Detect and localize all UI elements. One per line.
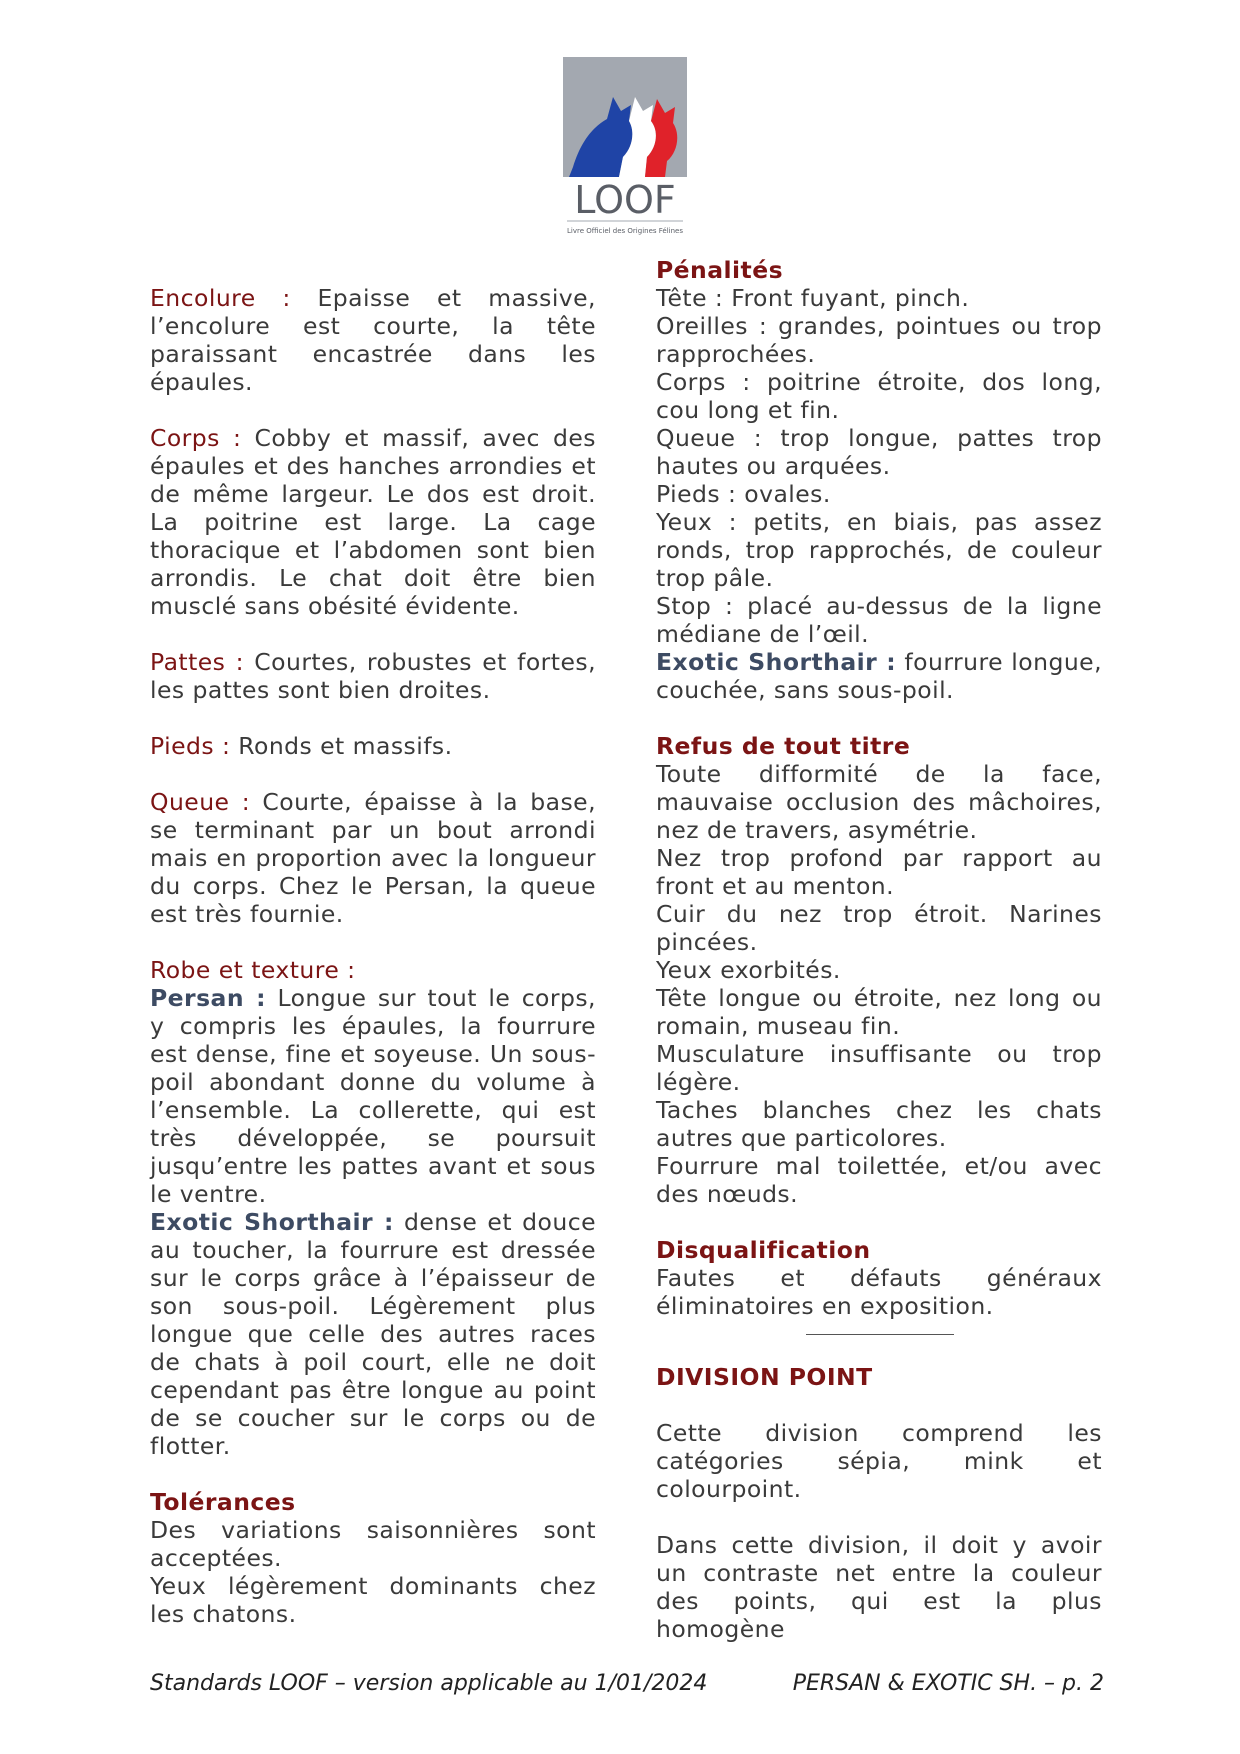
encolure-text: Epaisse et massive, l’encolure est courte, la tête paraissant encastrée dans les épaules. [150, 284, 596, 396]
queue-label: Queue : [150, 788, 251, 816]
refus-heading: Refus de tout titre [656, 732, 911, 760]
penalite-item: Pieds : ovales. [656, 480, 831, 508]
tolerances-heading: Tolérances [150, 1488, 296, 1516]
left-column [150, 284, 596, 1628]
queue-text: Courte, épaisse à la base, se terminant par un bout arrondi mais en proportion avec la longueur du corps. Chez le Persan, la queue est très fournie. [150, 788, 596, 928]
penalite-exotic [656, 648, 1102, 704]
footer-left: Standards LOOF – version applicable au 1/01/2024 [150, 1671, 708, 1696]
pieds-label: Pieds : [150, 732, 231, 760]
encolure-label: Encolure : [150, 284, 291, 312]
disqualification-text: Fautes et défauts généraux éliminatoires en exposition. [656, 1264, 1102, 1320]
refus-item: Musculature insuffisante ou trop légère. [656, 1040, 1102, 1096]
refus-item: Tête longue ou étroite, nez long ou romain, museau fin. [656, 984, 1102, 1040]
corps-label: Corps : [150, 424, 242, 452]
penalite-item: Stop : placé au-dessus de la ligne médiane de l’œil. [656, 592, 1102, 648]
footer-right: PERSAN & EXOTIC SH. – p. 2 [792, 1671, 1104, 1696]
pattes-paragraph [150, 648, 596, 704]
refus-item: Cuir du nez trop étroit. Narines pincées. [656, 900, 1102, 956]
persan-label: Persan : [150, 984, 267, 1012]
penalite-exotic-text: fourrure longue, couchée, sans sous-poil. [656, 648, 1102, 704]
penalite-item: Yeux : petits, en biais, pas assez ronds, trop rapprochés, de couleur trop pâle. [656, 508, 1102, 592]
page-footer [150, 1671, 1104, 1696]
exotic-label: Exotic Shorthair : [150, 1208, 394, 1236]
right-column [656, 256, 1102, 1643]
encolure-paragraph [150, 284, 596, 396]
persan-paragraph [150, 984, 596, 1208]
exotic-paragraph [150, 1208, 596, 1460]
disqualification-heading: Disqualification [656, 1236, 871, 1264]
penalite-item: Queue : trop longue, pattes trop hautes ou arquées. [656, 424, 1102, 480]
refus-item: Fourrure mal toilettée, et/ou avec des nœuds. [656, 1152, 1102, 1208]
penalite-item: Corps : poitrine étroite, dos long, cou long et fin. [656, 368, 1102, 424]
refus-item: Nez trop profond par rapport au front et au menton. [656, 844, 1102, 900]
queue-paragraph [150, 788, 596, 928]
loof-logo [563, 57, 687, 237]
logo-wordmark: LOOF [574, 178, 676, 222]
penalite-item: Tête : Front fuyant, pinch. [656, 284, 970, 312]
robe-heading: Robe et texture : [150, 956, 356, 984]
corps-paragraph [150, 424, 596, 620]
tolerances-line: Yeux légèrement dominants chez les chatons. [150, 1572, 596, 1628]
corps-text: Cobby et massif, avec des épaules et des hanches arrondies et de même largeur. Le dos est droit. La poitrine est large. La cage thoracique et l’abdomen sont bien arrondis. Le chat doit être bien musclé sans obésité évidente. [150, 424, 596, 620]
division-heading: DIVISION POINT [656, 1363, 873, 1391]
pieds-text: Ronds et massifs. [230, 732, 453, 760]
division-paragraph-1: Cette division comprend les catégories sépia, mink et colourpoint. [656, 1419, 1102, 1503]
pattes-text: Courtes, robustes et fortes, les pattes sont bien droites. [150, 648, 596, 704]
persan-text: Longue sur tout le corps, y compris les épaules, la fourrure est dense, fine et soyeuse. Un sous-poil abondant donne du volume à l’ensemble. La collerette, qui est très développée, se poursuit jusqu’entre les pattes avant et sous le ventre. [150, 984, 596, 1208]
logo-tagline: Livre Officiel des Origines Félines [567, 227, 683, 235]
tolerances-line: Des variations saisonnières sont acceptées. [150, 1516, 596, 1572]
pattes-label: Pattes : [150, 648, 244, 676]
penalite-exotic-label: Exotic Shorthair : [656, 648, 897, 676]
refus-item: Toute difformité de la face, mauvaise occlusion des mâchoires, nez de travers, asymétrie. [656, 760, 1102, 844]
penalites-heading: Pénalités [656, 256, 784, 284]
exotic-text: dense et douce au toucher, la fourrure est dressée sur le corps grâce à l’épaisseur de son sous-poil. Légèrement plus longue que celle des autres races de chats à poil court, elle ne doit cependant pas être longue au point de se coucher sur le corps ou de flotter. [150, 1208, 596, 1460]
pieds-paragraph [150, 732, 596, 760]
division-paragraph-2: Dans cette division, il doit y avoir un contraste net entre la couleur des points, qui est la plus homogène [656, 1531, 1102, 1643]
loof-cat-emblem [563, 57, 687, 237]
refus-item: Taches blanches chez les chats autres que particolores. [656, 1096, 1102, 1152]
refus-item: Yeux exorbités. [656, 956, 841, 984]
penalite-item: Oreilles : grandes, pointues ou trop rapprochées. [656, 312, 1102, 368]
